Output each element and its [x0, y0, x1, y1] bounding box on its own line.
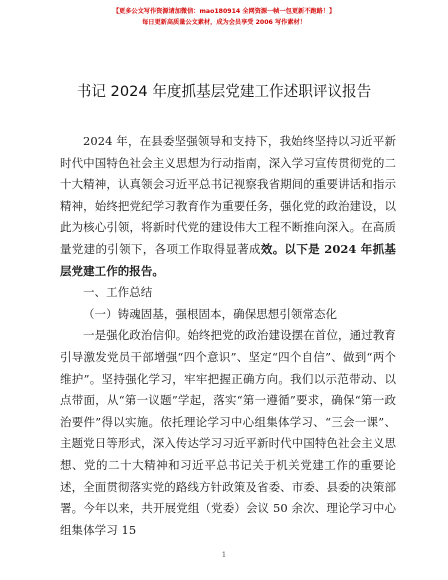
promo-banner-line-1: 【更多公文写作资源请加微信：mao180914 全网资源一帧一包更新不跑路！】 [112, 8, 336, 15]
intro-text: 2024 年，在县委坚强领导和支持下，我始终坚持以习近平新时代中国特色社会主义思想为行动指南，深入学习宣传贯彻党的二十大精神，认真领会习近平总书记视察我省期间的重要讲话和指示精神，始终把党纪学习教育作为重要任务，强化党的政治建设，以此为核心引领，将新时代党的建设伟大工程不断推向深入。在高质量党建的引领下，各项工作取得显著成 [60, 134, 396, 256]
body-paragraph: 一是强化政治信仰。始终把党的政治建设摆在首位，通过教育引导激发党员干部增强“四个意识”、坚定“四个自信”、做到“两个维护”。坚持强化学习，牢牢把握正确方向。我们以示范带动、以点带面，从“第一议题”学起，落实“第一遵循”要求，确保“第一政治要件”得以实施。依托理论学习中心组集体学习、“三会一课”、主题党日等形式，深入传达学习习近平新时代中国特色社会主义思想、党的二十大精神和习近平总书记关于机关党建工作的重要论述，全面贯彻落实党的路线方针政策及省委、市委、县委的决策部署。今年以来，共开展党组（党委）会议 50 余次、理论学习中心组集体学习 15 [60, 328, 396, 537]
intro-paragraph [60, 131, 396, 282]
document-body [60, 131, 396, 541]
subsection-heading: （一）铸魂固基，强根固本，确保思想引领常态化 [83, 306, 338, 321]
document-title: 书记 2024 年度抓基层党建工作述职评议报告 [76, 83, 372, 100]
promo-banner-line-2: 每日更新高质量公文素材，成为会员享受 2006 写作素材！ [142, 19, 306, 26]
intro-bold-text: 效。以下是 2024 年抓基层党建工作的报告。 [60, 241, 396, 278]
section-heading: 一、工作总结 [83, 285, 153, 300]
page-number: 1 [221, 551, 227, 559]
